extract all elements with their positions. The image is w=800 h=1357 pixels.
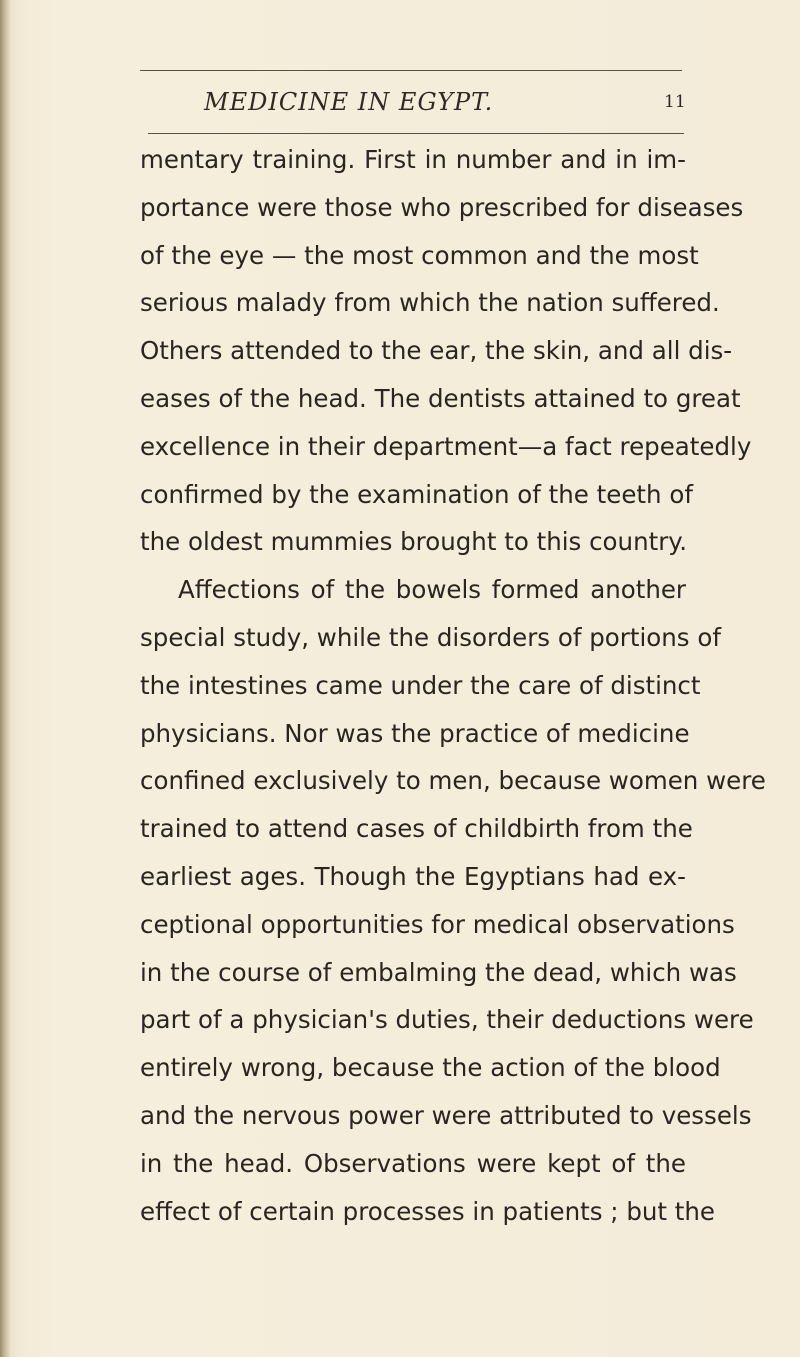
header-rule-bottom [148,133,684,134]
page-binding-edge [0,0,10,1357]
text-line: mentary training. First in number and in im- [140,145,686,174]
text-line: confined exclusively to men, because women were [140,766,766,796]
text-line: the oldest mummies brought to this country. [140,527,688,557]
text-line: effect of certain processes in patients ; but the [140,1196,716,1226]
text-line: part of a physician's duties, their deductions were [140,1005,754,1035]
text-line: the intestines came under the care of distinct [140,670,701,700]
text-line: serious malady from which the nation suffered. [140,288,720,318]
text-line: of the eye — the most common and the most [140,240,699,270]
text-line: in the head. Observations were kept of the [140,1148,686,1178]
text-line: portance were those who prescribed for diseases [140,192,744,222]
text-line: confirmed by the examination of the teeth of [140,479,693,509]
text-line: earliest ages. Though the Egyptians had ex- [140,861,686,891]
text-line: special study, while the disorders of portions of [140,622,721,652]
text-line: physicians. Nor was the practice of medicine [140,718,690,748]
header-rule-top [140,70,682,71]
running-title: MEDICINE IN EGYPT. [204,88,494,116]
text-line: ceptional opportunities for medical observations [140,909,735,939]
text-line: trained to attend cases of childbirth from the [140,814,693,844]
text-line: Others attended to the ear, the skin, and all dis- [140,336,733,366]
text-line: Affections of the bowels formed another [178,575,686,605]
body-text [140,136,766,1235]
text-line: in the course of embalming the dead, which was [140,957,737,987]
text-line: eases of the head. The dentists attained to great [140,383,741,413]
text-line: entirely wrong, because the action of the blood [140,1053,721,1083]
text-line: excellence in their department—a fact repeatedly [140,431,752,461]
page-number: 11 [664,92,686,112]
text-line: and the nervous power were attributed to vessels [140,1100,752,1130]
